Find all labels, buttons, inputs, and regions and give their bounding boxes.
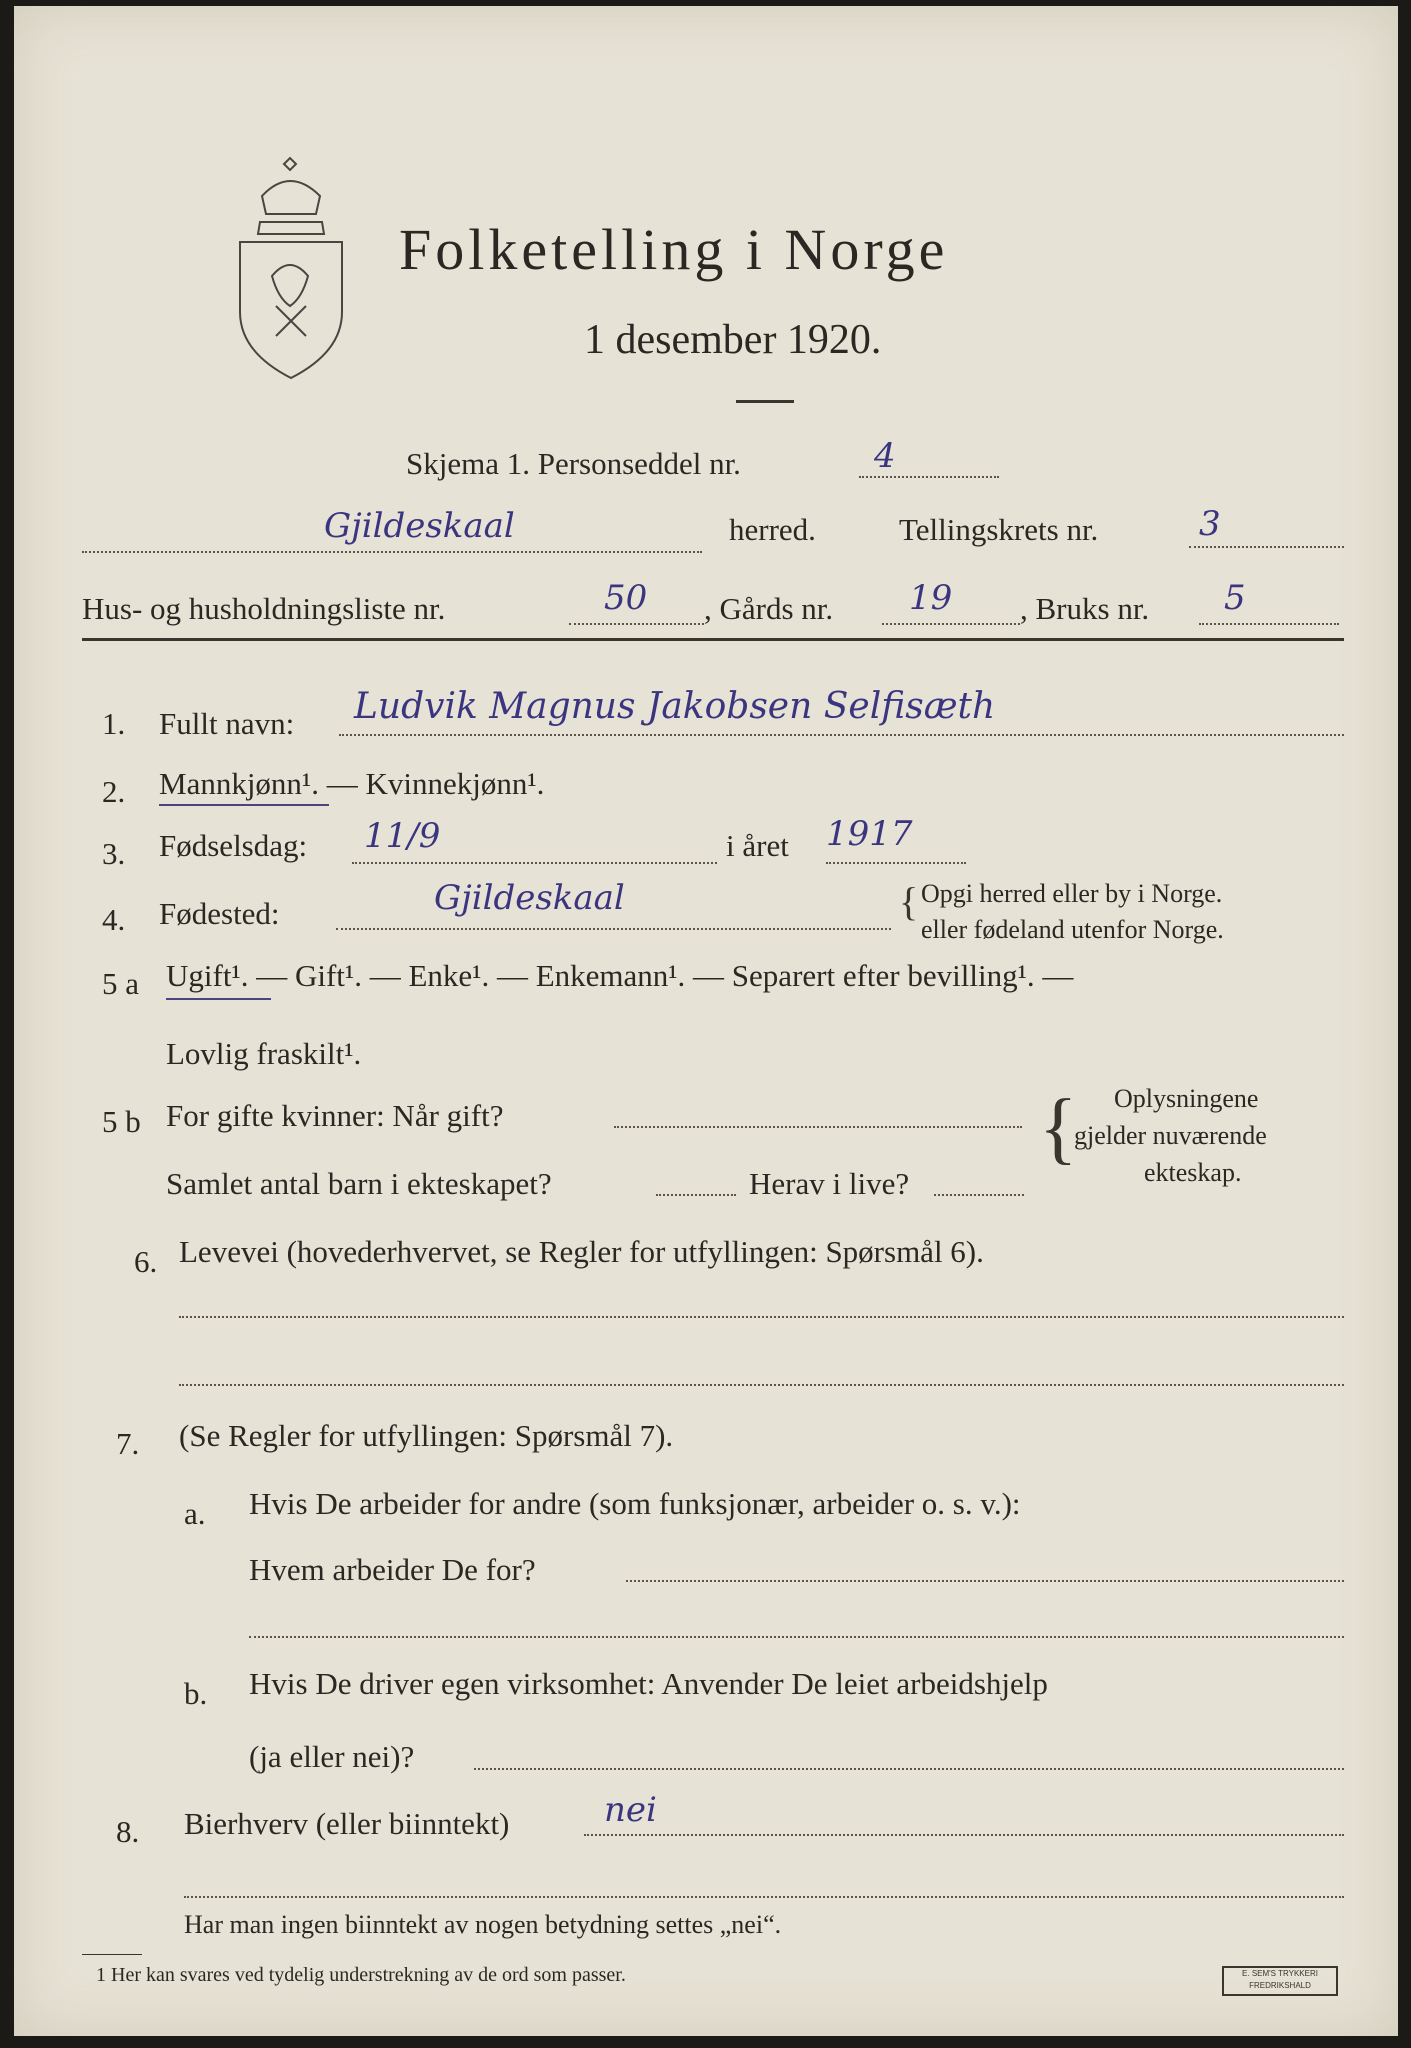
- q6-label: Levevei (hovederhvervet, se Regler for utfyllingen: Spørsmål 6).: [179, 1234, 984, 1269]
- skjema-label: Skjema 1. Personseddel nr.: [406, 446, 741, 481]
- children-alive-field-line: [934, 1194, 1024, 1196]
- q4-label: Fødested:: [159, 896, 280, 931]
- herred-field-line: [82, 551, 702, 553]
- q8-number: 8.: [116, 1814, 140, 1849]
- children-count-label: Samlet antal barn i ekteskapet?: [166, 1166, 552, 1201]
- footnote: 1 Her kan svares ved tydelig understrekning av de ord som passer.: [96, 1964, 626, 1986]
- birth-year-label: i året: [726, 828, 789, 863]
- children-count-field-line: [656, 1194, 736, 1196]
- birthplace-value: Gjildeskaal: [434, 878, 625, 918]
- side-income-field-line-2: [184, 1896, 1344, 1898]
- tellingskrets-field-line: [1189, 546, 1344, 548]
- q3-number: 3.: [102, 836, 126, 871]
- q5a-number: 5 a: [102, 966, 140, 1001]
- tellingskrets-label: Tellingskrets nr.: [899, 512, 1099, 547]
- side-income-field-line: [584, 1834, 1344, 1836]
- birthplace-field-line: [336, 928, 891, 930]
- q7b-letter: b.: [184, 1676, 208, 1711]
- ugift-underline: [166, 998, 271, 1000]
- occupation-field-line-2: [179, 1384, 1344, 1386]
- hired-help-field-line: [474, 1768, 1344, 1770]
- census-form-page: [14, 6, 1398, 2036]
- husholdningsliste-label: Hus- og husholdningsliste nr.: [82, 591, 446, 626]
- employer-field-line-2: [249, 1636, 1344, 1638]
- q7b-label: Hvis De driver egen virksomhet: Anvender De leiet arbeidshjelp: [249, 1666, 1048, 1701]
- employer-label: Hvem arbeider De for?: [249, 1552, 536, 1587]
- gards-field-line: [882, 623, 1020, 625]
- q5b-note-line1: Oplysningene: [1114, 1084, 1259, 1113]
- birthday-value: 11/9: [364, 816, 441, 856]
- occupation-field-line-1: [179, 1316, 1344, 1318]
- herred-value: Gjildeskaal: [324, 506, 515, 546]
- q1-number: 1.: [102, 706, 126, 741]
- mannkjonn-underline: [159, 804, 329, 806]
- q4-brace: {: [899, 879, 919, 924]
- tellingskrets-value: 3: [1199, 504, 1221, 544]
- gards-value: 19: [909, 578, 953, 618]
- q2-number: 2.: [102, 774, 126, 809]
- q4-note-line1: Opgi herred eller by i Norge.: [921, 879, 1223, 908]
- q7-label: (Se Regler for utfyllingen: Spørsmål 7).: [179, 1418, 674, 1453]
- q7a-label: Hvis De arbeider for andre (som funksjonær, arbeider o. s. v.):: [249, 1486, 1021, 1521]
- personseddel-number: 4: [874, 436, 896, 476]
- q7-number: 7.: [116, 1426, 140, 1461]
- marital-status-options-cont: Lovlig fraskilt¹.: [166, 1036, 362, 1071]
- footer-note: Har man ingen biinntekt av nogen betydning settes „nei“.: [184, 1910, 782, 1939]
- q5b-number: 5 b: [102, 1104, 141, 1139]
- q4-number: 4.: [102, 902, 126, 937]
- q7a-letter: a.: [184, 1496, 206, 1531]
- full-name-value: Ludvik Magnus Jakobsen Selfisæth: [354, 686, 996, 727]
- q3-label: Fødselsdag:: [159, 828, 308, 863]
- census-date: 1 desember 1920.: [584, 317, 882, 363]
- side-income-value: nei: [604, 1790, 657, 1830]
- footnote-rule: [82, 1954, 142, 1955]
- title-divider: [736, 400, 794, 403]
- herred-label: herred.: [729, 512, 816, 547]
- q5b-note-line2: gjelder nuværende: [1074, 1121, 1267, 1150]
- birth-year-value: 1917: [826, 814, 913, 854]
- birthday-field-line: [352, 862, 717, 864]
- q1-label: Fullt navn:: [159, 706, 295, 741]
- gender-options: Mannkjønn¹. — Kvinnekjønn¹.: [159, 766, 545, 801]
- q4-note-line2: eller fødeland utenfor Norge.: [921, 915, 1224, 944]
- q8-label: Bierhverv (eller biinntekt): [184, 1806, 510, 1841]
- birth-year-field-line: [826, 862, 966, 864]
- q5b-note-line3: ekteskap.: [1144, 1158, 1242, 1187]
- marital-status-options: Ugift¹. — Gift¹. — Enke¹. — Enkemann¹. — Separert efter bevilling¹. —: [166, 958, 1074, 993]
- husholdningsliste-value: 50: [604, 578, 648, 618]
- bruks-label: , Bruks nr.: [1020, 591, 1150, 626]
- bruks-field-line: [1199, 623, 1339, 625]
- q5b-label: For gifte kvinner: Når gift?: [166, 1098, 504, 1133]
- children-alive-label: Herav i live?: [749, 1166, 910, 1201]
- employer-field-line-1: [626, 1580, 1344, 1582]
- q1-field-line: [339, 734, 1344, 736]
- q5b-brace: {: [1039, 1084, 1078, 1172]
- form-title: Folketelling i Norge: [399, 217, 949, 282]
- printer-stamp: E. SEM'S TRYKKERI FREDRIKSHALD: [1222, 1966, 1338, 1996]
- married-when-field-line: [614, 1126, 1022, 1128]
- skjema-field-line: [859, 476, 999, 478]
- hired-help-label: (ja eller nei)?: [249, 1739, 415, 1774]
- gards-label: , Gårds nr.: [704, 591, 834, 626]
- husholdningsliste-field-line: [569, 623, 704, 625]
- header-divider: [82, 638, 1344, 641]
- q6-number: 6.: [134, 1244, 158, 1279]
- coat-of-arms-icon: [232, 156, 350, 381]
- bruks-value: 5: [1224, 578, 1246, 618]
